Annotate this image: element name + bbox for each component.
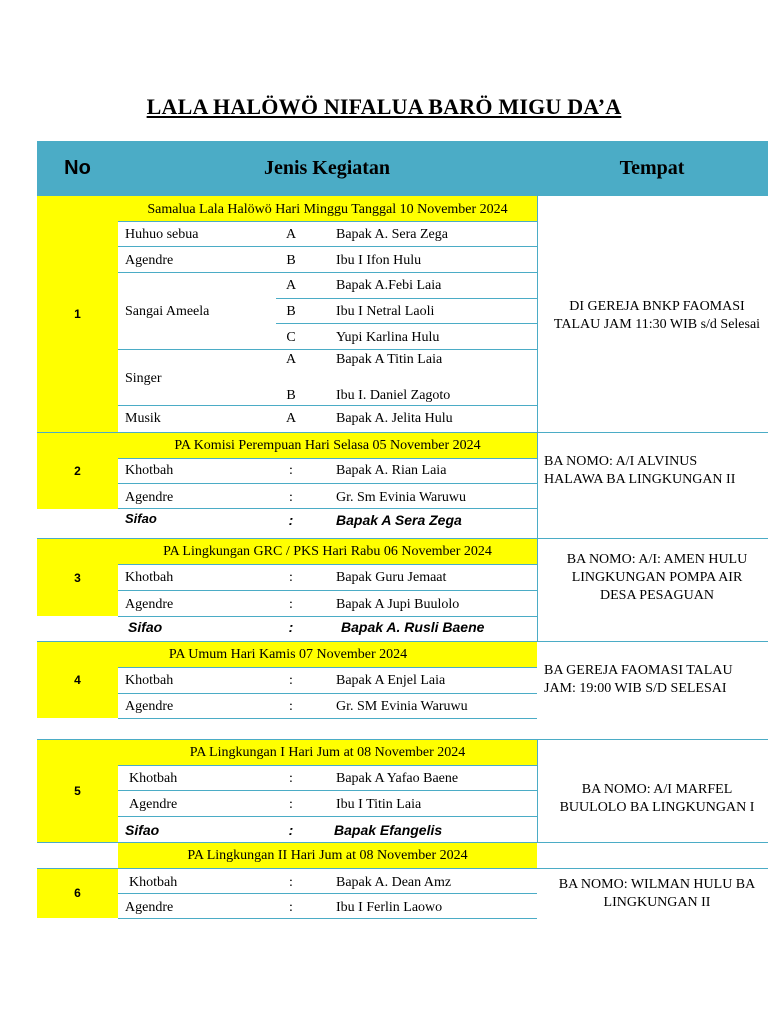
- role-cell: Agendre: [129, 797, 178, 812]
- header-tempat: Tempat: [619, 157, 685, 179]
- role-cell: Agendre: [125, 490, 174, 505]
- name-cell: Bapak A. Jelita Hulu: [336, 411, 453, 426]
- section-1-title: Samalua Lala Halöwö Hari Minggu Tanggal 10 November 2024: [147, 202, 508, 217]
- place-line: TALAU JAM 11:30 WIB s/d Selesai: [553, 317, 761, 332]
- sifao-label: Sifao: [125, 822, 160, 838]
- name-cell: Bapak A Jupi Buulolo: [336, 597, 460, 612]
- divider: [118, 893, 537, 894]
- code-cell: :: [289, 771, 293, 786]
- code-cell: :: [288, 512, 294, 528]
- divider: [118, 483, 537, 484]
- section-3-title: PA Lingkungan GRC / PKS Hari Rabu 06 November 2024: [163, 544, 492, 559]
- divider: [118, 918, 537, 919]
- code-cell: B: [286, 304, 296, 319]
- code-cell: :: [288, 822, 294, 838]
- role-cell: Khotbah: [125, 570, 174, 585]
- place-line: LINGKUNGAN POMPA AIR: [571, 570, 743, 585]
- code-cell: C: [286, 330, 296, 345]
- place-line: BA GEREJA FAOMASI TALAU: [544, 663, 733, 678]
- code-cell: :: [289, 900, 293, 915]
- sifao-name: Bapak Efangelis: [334, 822, 443, 838]
- row-number-5: 5: [37, 740, 118, 842]
- place-line: JAM: 19:00 WIB S/D SELESAI: [544, 681, 727, 696]
- divider: [118, 221, 537, 222]
- sifao-label: Sifao: [128, 619, 163, 635]
- role-cell: Khotbah: [129, 875, 178, 890]
- place-line: BUULOLO BA LINGKUNGAN I: [559, 800, 755, 815]
- code-cell: :: [289, 463, 293, 478]
- role-cell: Khotbah: [129, 771, 178, 786]
- row-number-1: 1: [37, 196, 118, 432]
- divider: [118, 816, 537, 817]
- section-4-title: PA Umum Hari Kamis 07 November 2024: [168, 647, 408, 662]
- divider: [537, 539, 538, 641]
- row-number-3: 3: [37, 539, 118, 616]
- code-cell: :: [289, 570, 293, 585]
- divider: [118, 405, 537, 406]
- divider: [118, 693, 537, 694]
- name-cell: Yupi Karlina Hulu: [336, 330, 440, 345]
- code-cell: :: [289, 673, 293, 688]
- role-cell: Singer: [125, 371, 162, 386]
- name-cell: Ibu I Netral Laoli: [336, 304, 435, 319]
- place-line: LINGKUNGAN II: [603, 895, 711, 910]
- divider: [276, 298, 537, 299]
- place-line: DESA PESAGUAN: [600, 588, 714, 603]
- divider: [537, 196, 538, 432]
- role-cell: Agendre: [125, 900, 174, 915]
- divider: [118, 246, 537, 247]
- divider: [118, 790, 537, 791]
- divider: [118, 458, 537, 459]
- divider: [118, 667, 537, 668]
- divider: [118, 272, 537, 273]
- role-cell: Sangai Ameela: [125, 304, 210, 319]
- code-cell: A: [285, 352, 297, 367]
- place-line: HALAWA BA LINGKUNGAN II: [544, 472, 736, 487]
- table-header: [37, 141, 768, 196]
- divider: [118, 765, 537, 766]
- name-cell: Bapak A Yafao Baene: [336, 771, 459, 786]
- divider: [537, 433, 538, 538]
- sifao-name: Bapak A. Rusli Baene: [341, 619, 485, 635]
- divider: [537, 740, 538, 842]
- code-cell: A: [285, 227, 297, 242]
- divider: [118, 508, 537, 509]
- place-line: BA NOMO: A/I: AMEN HULU: [566, 552, 748, 567]
- role-cell: Huhuo sebua: [125, 227, 199, 242]
- name-cell: Gr. SM Evinia Waruwu: [336, 699, 468, 714]
- row-number-2: 2: [37, 433, 118, 509]
- name-cell: Ibu I Titin Laia: [336, 797, 422, 812]
- page-title: LALA HALÖWÖ NIFALUA BARÖ MIGU DA’A: [146, 94, 622, 119]
- code-cell: B: [286, 253, 296, 268]
- divider: [118, 616, 537, 617]
- sifao-name: Bapak A Sera Zega: [336, 512, 462, 528]
- name-cell: Bapak A. Rian Laia: [336, 463, 447, 478]
- section-6-title: PA Lingkungan II Hari Jum at 08 November 2024: [187, 848, 468, 863]
- place-line: BA NOMO: A/I ALVINUS: [544, 454, 698, 469]
- code-cell: :: [288, 619, 294, 635]
- divider: [276, 323, 537, 324]
- name-cell: Gr. Sm Evinia Waruwu: [336, 490, 467, 505]
- role-cell: Musik: [125, 411, 161, 426]
- code-cell: :: [289, 597, 293, 612]
- code-cell: B: [286, 388, 296, 403]
- divider: [37, 868, 768, 869]
- name-cell: Bapak A. Dean Amz: [336, 875, 452, 890]
- code-cell: :: [289, 699, 293, 714]
- name-cell: Bapak A Enjel Laia: [336, 673, 446, 688]
- row-number-4: 4: [37, 642, 118, 718]
- place-line: BA NOMO: WILMAN HULU BA: [558, 877, 756, 892]
- role-cell: Agendre: [125, 699, 174, 714]
- sifao-label: Sifao: [125, 511, 157, 526]
- section-5-title: PA Lingkungan I Hari Jum at 08 November 2024: [189, 745, 466, 760]
- divider: [118, 349, 537, 350]
- code-cell: A: [285, 278, 297, 293]
- divider: [118, 564, 537, 565]
- code-cell: A: [285, 411, 297, 426]
- divider: [118, 590, 537, 591]
- role-cell: Agendre: [125, 253, 174, 268]
- role-cell: Khotbah: [125, 673, 174, 688]
- role-cell: Agendre: [125, 597, 174, 612]
- name-cell: Bapak A.Febi Laia: [336, 278, 442, 293]
- name-cell: Ibu I Ifon Hulu: [336, 253, 422, 268]
- header-no: No: [64, 157, 91, 179]
- code-cell: :: [289, 875, 293, 890]
- name-cell: Ibu I. Daniel Zagoto: [336, 388, 451, 403]
- place-line: BA NOMO: A/I MARFEL: [581, 782, 733, 797]
- name-cell: Bapak A. Sera Zega: [336, 227, 448, 242]
- code-cell: :: [289, 797, 293, 812]
- name-cell: Bapak Guru Jemaat: [336, 570, 447, 585]
- divider: [118, 718, 537, 719]
- row-number-6: 6: [37, 868, 118, 918]
- role-cell: Khotbah: [125, 463, 174, 478]
- name-cell: Bapak A Titin Laia: [336, 352, 443, 367]
- section-2-title: PA Komisi Perempuan Hari Selasa 05 November 2024: [174, 438, 481, 453]
- place-line: DI GEREJA BNKP FAOMASI: [569, 299, 745, 314]
- divider: [537, 641, 768, 642]
- name-cell: Ibu I Ferlin Laowo: [336, 900, 443, 915]
- code-cell: :: [289, 490, 293, 505]
- header-jenis-kegiatan: Jenis Kegiatan: [263, 157, 391, 179]
